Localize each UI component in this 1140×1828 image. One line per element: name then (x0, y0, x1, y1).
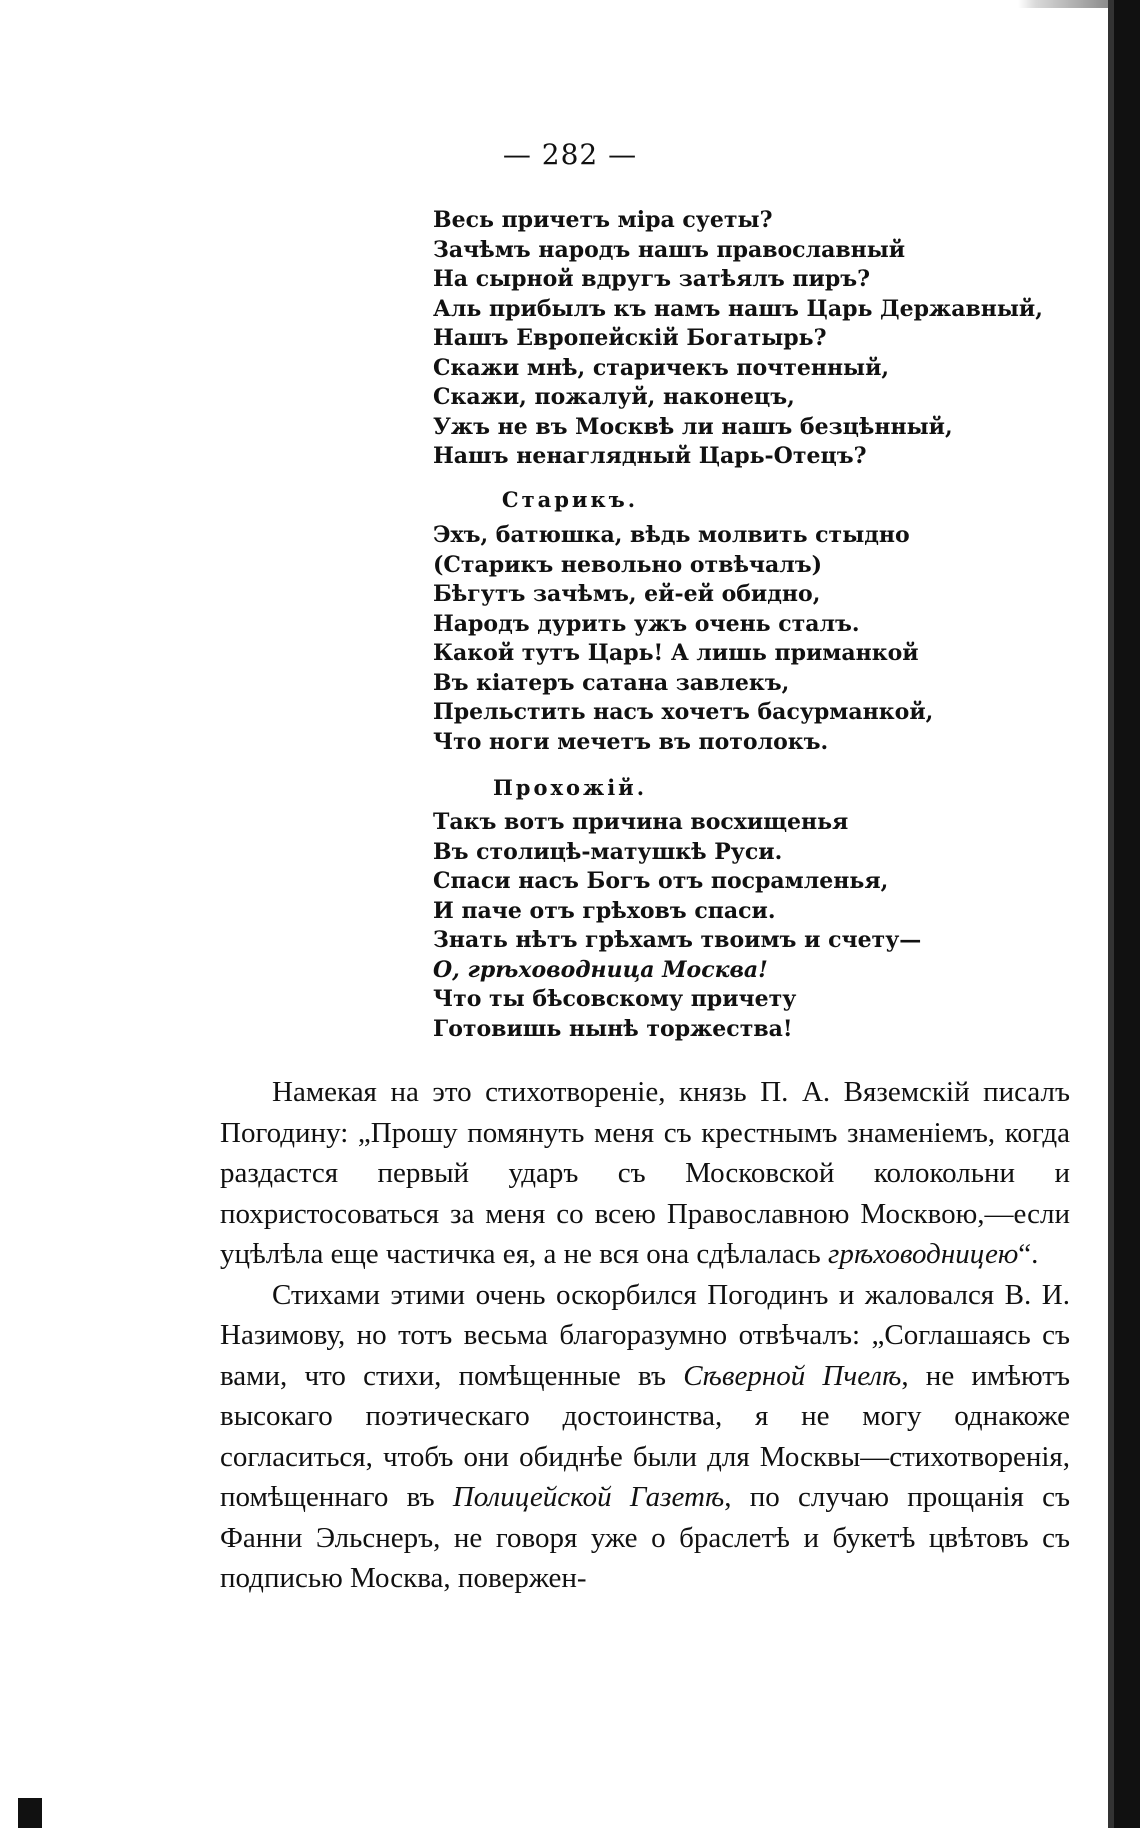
verse-line: Какой тутъ Царь! А лишь приманкой (433, 640, 919, 666)
verse-line: Въ столицѣ-матушкѣ Руси. (433, 838, 783, 865)
verse-line: Аль прибылъ къ намъ нашъ Царь Державный, (433, 295, 1043, 322)
scan-mark (18, 1798, 42, 1828)
verse-line: Скажи, пожалуй, наконецъ, (433, 384, 795, 410)
italic-text: Полицейской Газетѣ (452, 1481, 725, 1513)
italic-text: грѣховодницею (828, 1238, 1019, 1270)
verse-line: Въ кіатеръ сатана завлекъ, (433, 669, 790, 696)
verse-line: Зачѣмъ народъ нашъ православный (433, 236, 906, 263)
verse-line: О, грѣховодница Москва! (433, 956, 768, 983)
page-edge (1114, 0, 1140, 1828)
verse-line: Скажи мнѣ, старичекъ почтенный, (433, 354, 890, 381)
scan-speck (1018, 0, 1108, 8)
verse-line: Народъ дурить ужъ очень сталъ. (433, 610, 860, 637)
verse-stanza-2 (433, 521, 973, 757)
paragraph-text: Намекая на это стихотвореніе, князь П. А. Вяземскій писалъ Погодину: „Прошу помянуть меня съ крестнымъ знаменіемъ, когда раздастся первый ударъ съ Московской колокольни и похристосоваться за меня со всею Православною Москвою,—если уцѣлѣла еще частичка ея, а не вся она сдѣлалась (220, 1076, 1070, 1270)
paragraph-text: , по случаю прощанія съ Фанни Эльснеръ, не говоря уже о браслетѣ и букетѣ цвѣтовъ съ подписью Москва, повержен- (220, 1481, 1070, 1594)
verse-line: Знать нѣтъ грѣхамъ твоимъ и счету— (433, 927, 922, 953)
italic-text: Сѣверной Пчелѣ (683, 1359, 902, 1392)
verse-line: Что ты бѣсовскому причету (433, 986, 797, 1012)
verse-line: Готовишь нынѣ торжества! (433, 1015, 793, 1042)
paragraph (220, 1072, 1070, 1275)
verse-line: Ужъ не въ Москвѣ ли нашъ безцѣнный, (433, 413, 953, 440)
page-number: — 282 — (502, 138, 638, 171)
speaker-old-man: Старикъ. (501, 487, 639, 512)
verse-line: Спаси насъ Богъ отъ посрамленья, (433, 868, 889, 894)
verse-line: Нашъ Европейскій Богатырь? (433, 325, 827, 351)
verse-stanza-1 (433, 206, 1043, 472)
verse-line: Что ноги мечетъ въ потолокъ. (433, 728, 829, 755)
paragraph (220, 1275, 1070, 1599)
paragraph-text: Стихами этими очень оскорбился Погодинъ и жаловался В. И. Назимову, но тотъ весьма благоразумно отвѣчалъ: „Соглашаясь съ вами, что стихи, помѣщенные въ (220, 1278, 1070, 1392)
verse-line: На сырной вдругъ затѣялъ пиръ? (433, 266, 870, 292)
paragraph-text: “. (1018, 1238, 1039, 1270)
verse-line: Эхъ, батюшка, вѣдь молвить стыдно (433, 522, 910, 548)
verse-line: Бѣгутъ зачѣмъ, ей-ей обидно, (433, 581, 821, 607)
verse-line: (Старикъ невольно отвѣчалъ) (433, 551, 823, 578)
verse-line: Весь причетъ міра суеты? (433, 207, 773, 233)
verse-line: Прельстить насъ хочетъ басурманкой, (433, 699, 934, 725)
verse-line: Нашъ ненаглядный Царь-Отецъ? (433, 443, 867, 469)
verse-stanza-3 (433, 808, 973, 1044)
verse-line: И паче отъ грѣховъ спаси. (433, 897, 776, 924)
paragraph-text: , не имѣютъ высокаго поэтическаго достоинства, я не могу однакоже согласиться, чтобъ они обиднѣе были для Москвы—стихотворенія, помѣщеннаго въ (220, 1359, 1070, 1513)
speaker-passerby: Прохожій. (492, 775, 648, 800)
prose-body (220, 1072, 1070, 1599)
verse-line: Такъ вотъ причина восхищенья (433, 809, 849, 835)
